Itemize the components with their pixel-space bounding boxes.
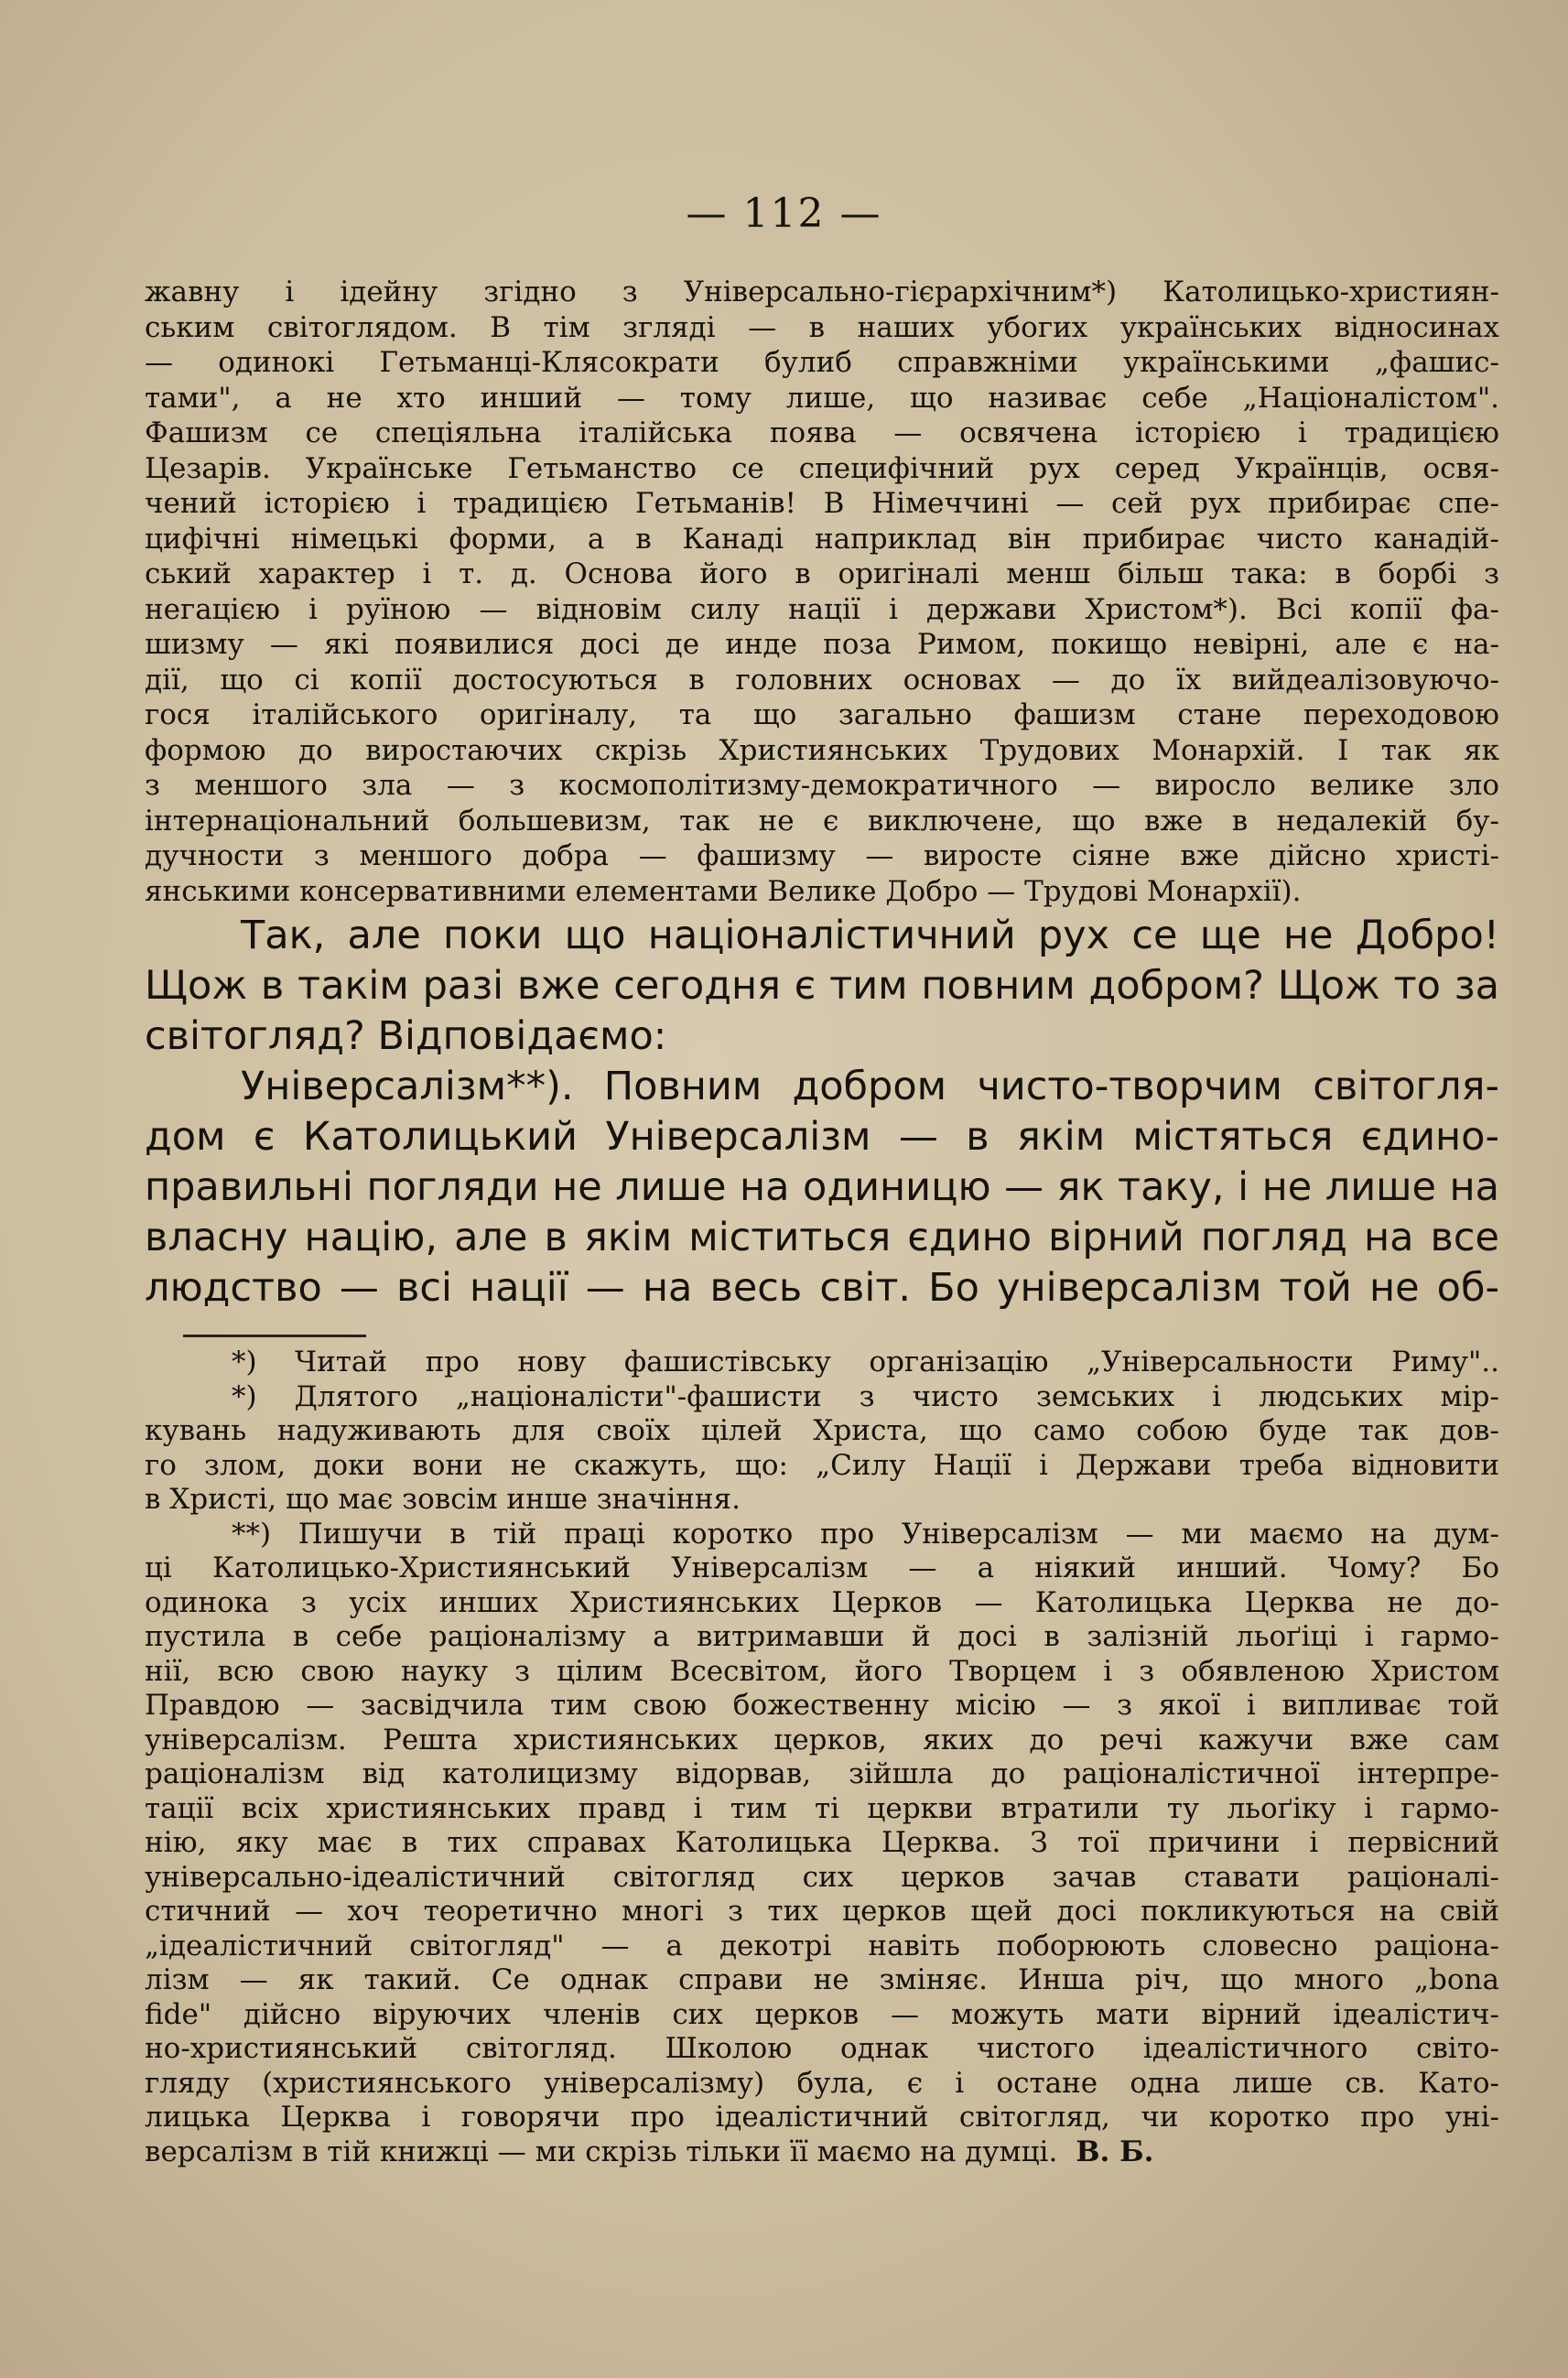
text-line: — одинокі Гетьманці-Клясократи булиб справжніми українськими „фашис- <box>145 346 1499 379</box>
footnote-line: ці Католицько-Християнський Універсалізм — а ніякий инший. Чому? Бо <box>145 1551 1499 1584</box>
text-line: негацією і руїною — відновім силу нації і держави Христом*). Всі копії фа- <box>145 592 1499 626</box>
text-line: тами", а не хто инший — тому лише, що називає себе „Націоналістом". <box>145 381 1499 415</box>
footnote-line: в Христі, що має зовсім инше значіння. <box>145 1483 741 1516</box>
page-number: — 112 — <box>686 190 882 237</box>
text-line: жавну і ідейну згідно з Універсально-гієрархічним*) Католицько-християн- <box>145 276 1499 308</box>
text-line: Цезарів. Українське Гетьманство се специфічний рух серед Українців, освя- <box>145 451 1499 485</box>
footnote-line: **) Пишучи в тій праці коротко про Універсалізм — ми маємо на дум- <box>232 1517 1499 1551</box>
text-line: власну націю, але в якім міститься єдино вірний погляд на все <box>145 1215 1499 1260</box>
footnote-divider <box>183 1335 366 1337</box>
footnote-line: тації всіх християнських правд і тим ті церкви втратили ту льоґіку і гармо- <box>145 1791 1499 1825</box>
footnote-line: „ідеалістичний світогляд" — а декотрі навіть поборюють словесно раціона- <box>145 1929 1499 1962</box>
text-line: інтернаціональний большевизм, так не є виключене, що вже в недалекій бу- <box>145 804 1499 838</box>
text-line: Так, але поки що націоналістичний рух се ще не Добро! <box>241 913 1499 958</box>
footnote-line: раціоналізм від католицизму відорвав, зійшла до раціоналістичної інтерпре- <box>145 1757 1499 1790</box>
text-line: янськими консервативними елементами Велике Добро — Трудові Монархії). <box>145 874 1302 908</box>
footnote-line: універсалізм. Решта християнських церков, яких до речі кажучи вже сам <box>145 1723 1499 1756</box>
text-line: Фашизм се спеціяльна італійська поява — освячена історією і традицією <box>145 416 1499 449</box>
footnote-line: *) Длятого „націоналісти"-фашисти з чисто земських і людських мір- <box>232 1379 1499 1413</box>
text-line: дом є Католицький Універсалізм — в якім містяться єдино- <box>145 1114 1499 1160</box>
top-paragraph <box>145 275 1499 909</box>
text-line: цифічні німецькі форми, а в Канаді наприклад він прибирає чисто канадій- <box>145 522 1499 556</box>
footnote-line: *) Читай про нову фашистівську організацію „Універсальности Риму".. <box>232 1346 1499 1378</box>
main-paragraph <box>145 911 1499 1313</box>
text-line: гося італійського оригіналу, та що загально фашизм стане переходовою <box>145 698 1499 731</box>
author-signature: В. Б. <box>1076 2135 1154 2168</box>
footnote-line: лізм — як такий. Се однак справи не зміняє. Инша річ, що много „bona <box>145 1963 1499 1996</box>
footnote-line: гляду (християнського універсалізму) була, є і остане одна лише св. Като- <box>145 2066 1499 2100</box>
text-line: людство — всі нації — на весь світ. Бо універсалізм той не об- <box>145 1265 1499 1311</box>
footnote-line: одинока з усіх инших Християнських Церков — Католицька Церква не до- <box>145 1585 1499 1619</box>
text-line: ський характер і т. д. Основа його в оригіналі менш більш така: в борбі з <box>145 557 1499 590</box>
footnote-line: fide" дійсно віруючих членів сих церков — можуть мати вірний ідеалістич- <box>145 1997 1499 2031</box>
text-line: дучности з меншого добра — фашизму — виросте сіяне вже дійсно христі- <box>145 839 1499 872</box>
footnote-line: нію, яку має в тих справах Католицька Церква. З тої причини і первісний <box>145 1826 1499 1859</box>
footnote-final-line <box>145 2135 1499 2170</box>
footnote-line: го злом, доки вони не скажуть, що: „Силу Нації і Держави треба відновити <box>145 1448 1499 1482</box>
footnote-line: пустила в себе раціоналізму а витримавши й досі в залізній льоґіці і гармо- <box>145 1620 1499 1653</box>
footnote-line: версалізм в тій книжці — ми скрізь тільки її маємо на думці. <box>145 2135 1058 2168</box>
text-line: чений історією і традицією Гетьманів! В Німеччині — сей рух прибирає спе- <box>145 487 1499 520</box>
footnote-line: но-християнський світогляд. Школою однак чистого ідеалістичного світо- <box>145 2032 1499 2065</box>
text-line: Щож в такім разі вже сегодня є тим повним добром? Щож то за <box>145 963 1499 1009</box>
footnote-line: нії, всю свою науку з цілим Всесвітом, його Творцем і з обявленою Христом <box>145 1654 1499 1688</box>
footnote-line: лицька Церква і говорячи про ідеалістичний світогляд, чи коротко про уні- <box>145 2101 1499 2134</box>
footnote-line: Правдою — засвідчила тим свою божественну місію — з якої і випливає той <box>145 1689 1499 1722</box>
footnote-line: стичний — хоч теоретично многі з тих церков щей досі покликуються на свій <box>145 1895 1499 1928</box>
text-line: правильні погляди не лише на одиницю — як таку, і не лише на <box>145 1164 1499 1210</box>
footnote-line: кувань надуживають для своїх цілей Христа, що само собою буде так дов- <box>145 1414 1499 1447</box>
text-line: дії, що сі копії достосуються в головних основах — до їх вийдеалізовуючо- <box>145 663 1499 697</box>
footnote-line: універсально-ідеалістичний світогляд сих церков зачав ставати раціоналі- <box>145 1860 1499 1894</box>
text-line: з меншого зла — з космополітизму-демократичного — виросло велике зло <box>145 769 1499 802</box>
text-line: шизму — які появилися досі де инде поза Римом, покищо невірні, але є на- <box>145 628 1499 661</box>
footnotes <box>145 1346 1499 2169</box>
text-line: Універсалізм**). Повним добром чисто-творчим світогля- <box>241 1064 1499 1109</box>
text-line: ським світоглядом. В тім зглядi — в наших убогих українських відносинах <box>145 310 1499 344</box>
text-line: формою до виростаючих скрізь Християнських Трудових Монархій. І так як <box>145 733 1499 767</box>
text-line: світогляд? Відповідаємо: <box>145 1013 667 1059</box>
